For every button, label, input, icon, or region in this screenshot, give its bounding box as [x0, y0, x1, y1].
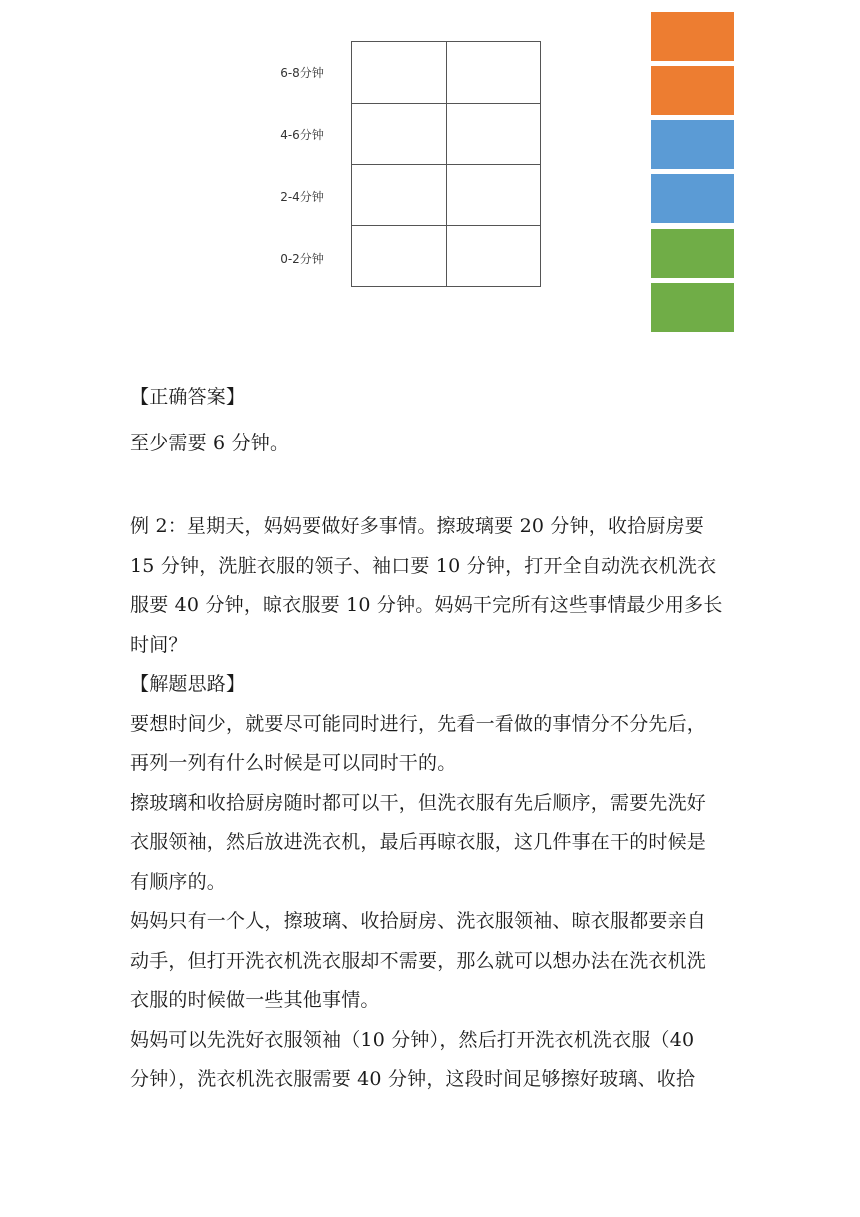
row-label-4-6: 4-6分钟 — [280, 128, 324, 142]
answer-heading: 【正确答案】 — [130, 386, 246, 408]
solution-line: 再列一列有什么时候是可以同时干的。 — [130, 752, 457, 774]
question-line: 15 分钟，洗脏衣服的领子、袖口要 10 分钟，打开全自动洗衣机洗衣 — [130, 554, 717, 577]
question-line: 时间？ — [130, 633, 188, 656]
grid-row-divider — [352, 103, 540, 104]
time-grid-figure — [0, 0, 860, 345]
grid-row-divider — [352, 164, 540, 165]
question-line: 服要 40 分钟，晾衣服要 10 分钟。妈妈干完所有这些事情最少用多长 — [130, 594, 723, 616]
solution-line: 要想时间少，就要尽可能同时进行，先看一看做的事情分不分先后， — [130, 712, 707, 735]
solution-line: 动手，但打开洗衣机洗衣服却不需要，那么就可以想办法在洗衣机洗 — [130, 949, 707, 972]
row-label-2-4: 2-4分钟 — [280, 190, 324, 204]
row-label-6-8: 6-8分钟 — [280, 66, 324, 80]
solution-line: 衣服的时候做一些其他事情。 — [130, 989, 380, 1011]
example-2-question — [130, 507, 760, 1100]
solution-line: 妈妈只有一个人，擦玻璃、收拾厨房、洗衣服领袖、晾衣服都要亲自 — [130, 910, 707, 932]
green-block-1 — [650, 228, 735, 279]
orange-block-2 — [650, 65, 735, 116]
grid-row-divider — [352, 225, 540, 226]
solution-line: 分钟），洗衣机洗衣服需要 40 分钟，这段时间足够擦好玻璃、收拾 — [130, 1068, 696, 1090]
solution-heading: 【解题思路】 — [130, 673, 246, 695]
orange-block-1 — [650, 11, 735, 62]
row-label-0-2: 0-2分钟 — [280, 252, 324, 266]
empty-time-grid — [351, 41, 541, 287]
blue-block-1 — [650, 119, 735, 170]
question-line: 例 2：星期天，妈妈要做好多事情。擦玻璃要 20 分钟，收拾厨房要 — [130, 515, 704, 537]
solution-line: 妈妈可以先洗好衣服领袖（10 分钟），然后打开洗衣机洗衣服（40 — [130, 1028, 695, 1051]
solution-line: 有顺序的。 — [130, 870, 227, 893]
answer-text: 至少需要 6 分钟。 — [130, 432, 290, 454]
green-block-2 — [650, 282, 735, 333]
blue-block-2 — [650, 173, 735, 224]
solution-line: 擦玻璃和收拾厨房随时都可以干，但洗衣服有先后顺序，需要先洗好 — [130, 791, 707, 814]
solution-line: 衣服领袖，然后放进洗衣机，最后再晾衣服，这几件事在干的时候是 — [130, 831, 707, 853]
